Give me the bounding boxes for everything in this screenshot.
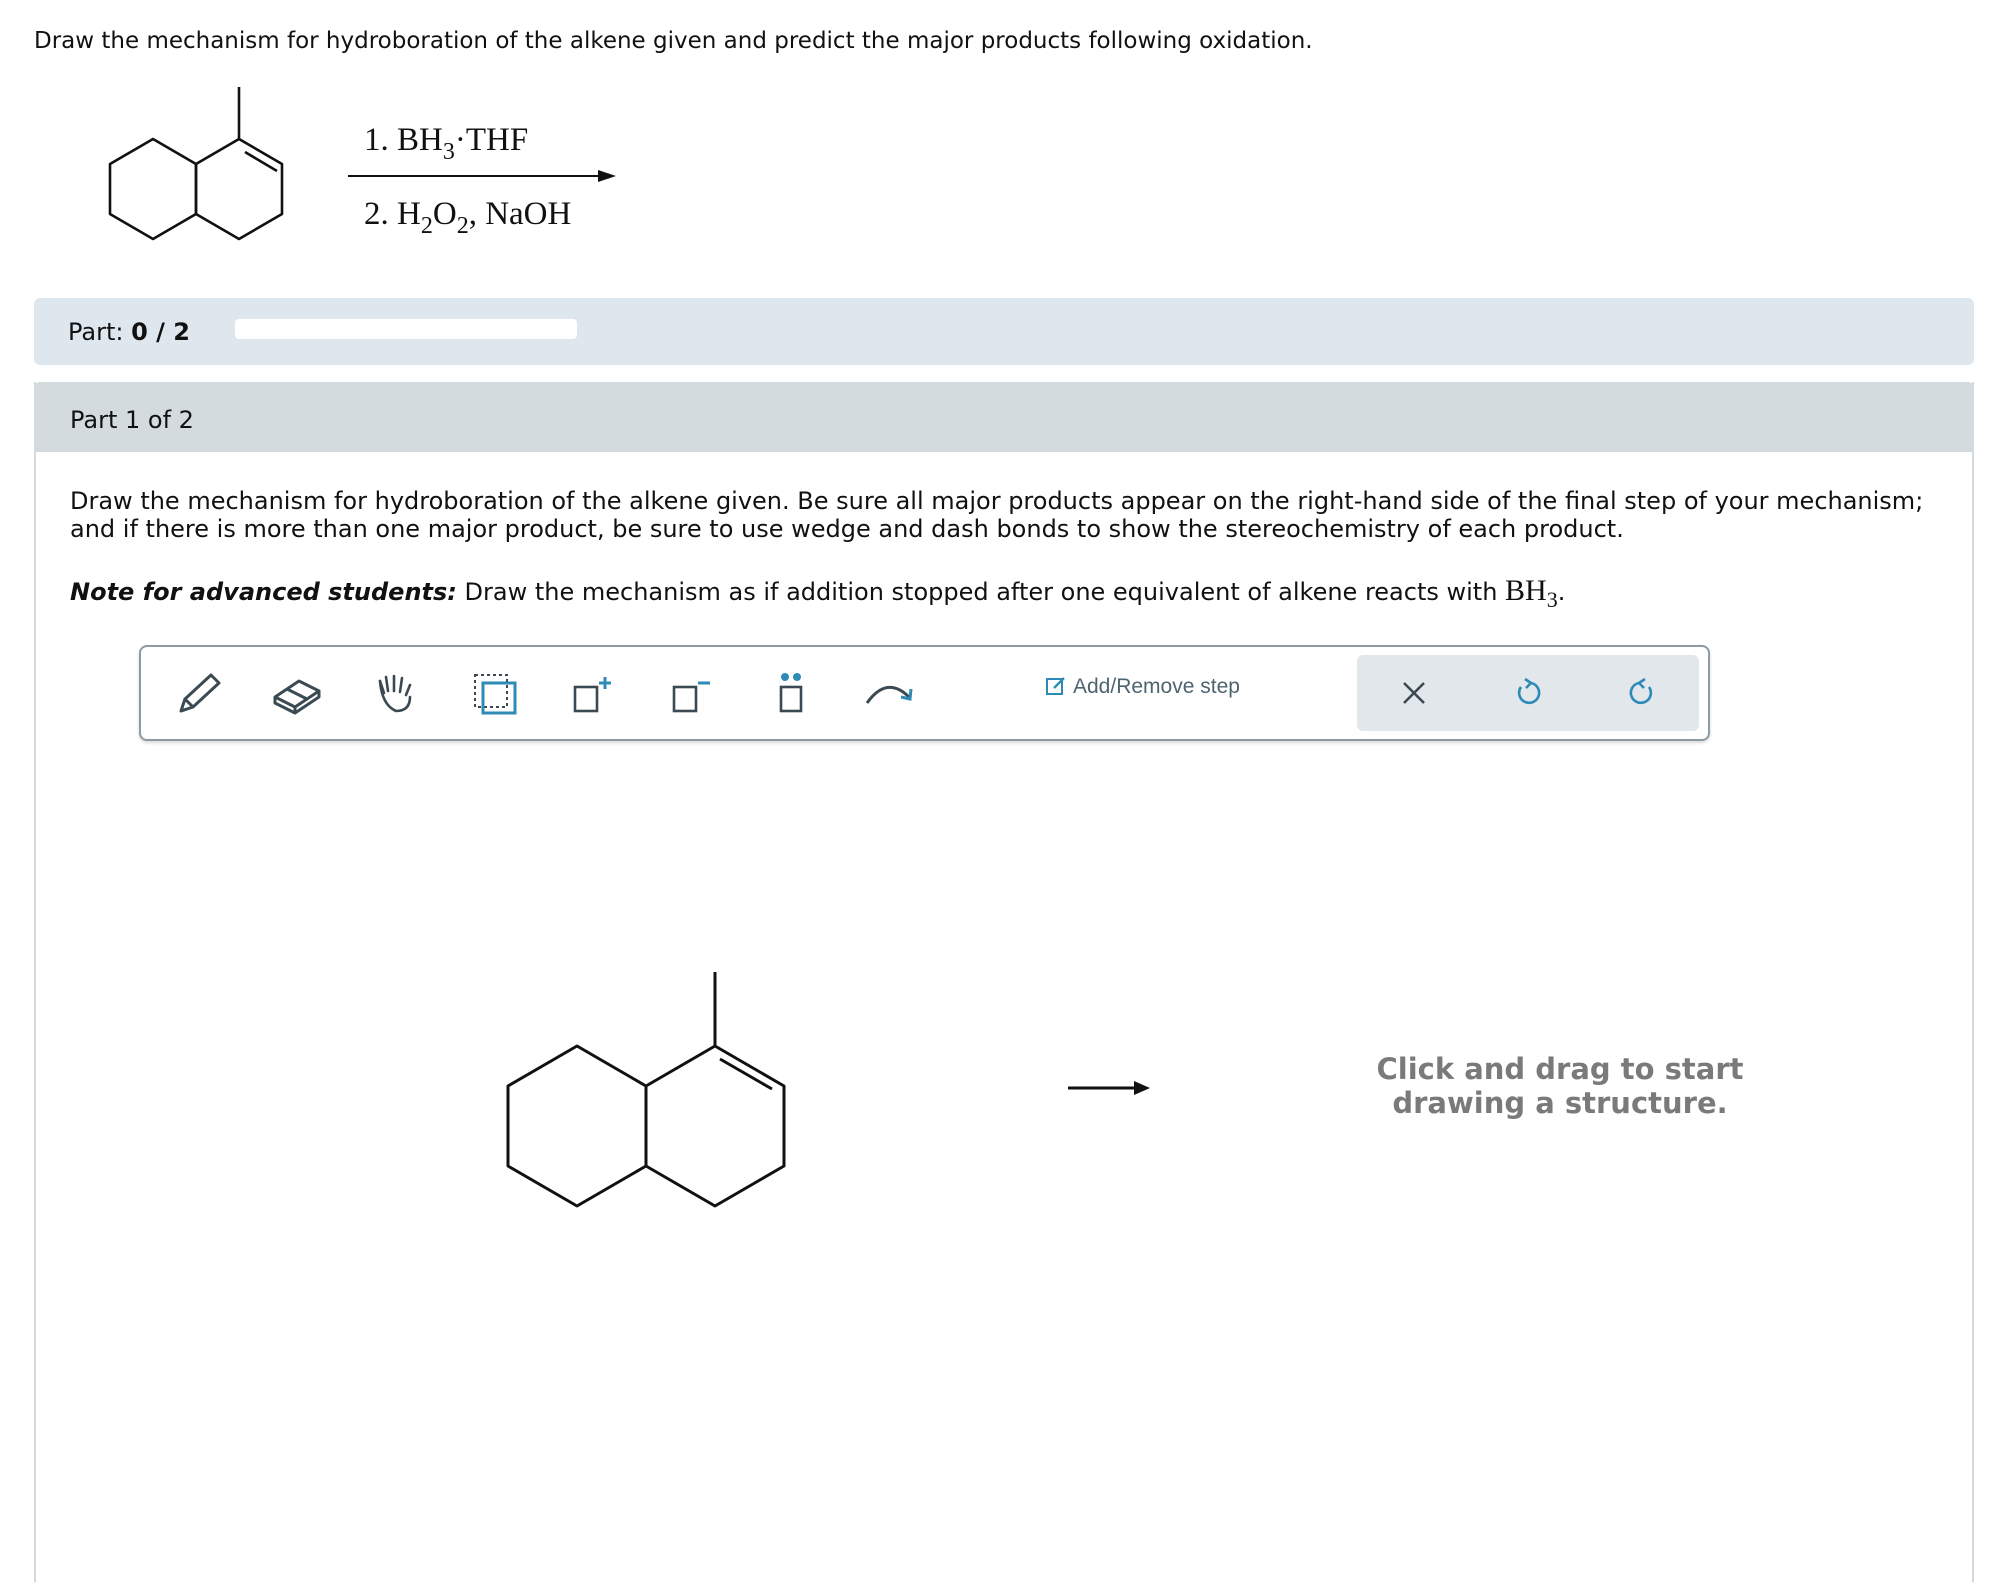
canvas-starting-structure[interactable] <box>480 960 800 1220</box>
part-score: Part: 0 / 2 <box>68 318 190 346</box>
eraser-icon[interactable] <box>269 667 325 719</box>
action-group <box>1357 655 1699 731</box>
undo-icon[interactable] <box>1503 669 1553 717</box>
part-panel <box>34 382 1974 1582</box>
redo-icon[interactable] <box>1617 669 1667 717</box>
question-text: Draw the mechanism for hydroboration of the alkene given and predict the major products following oxidation. <box>34 28 1313 54</box>
lone-pair-icon[interactable] <box>763 667 819 719</box>
part-header <box>34 382 1974 452</box>
drawing-toolbar <box>139 645 1710 741</box>
hand-icon[interactable] <box>368 667 424 719</box>
part-instructions: Draw the mechanism for hydroboration of the alkene given. Be sure all major products appear on the right-hand side of the final step of your mechanism; and if there is more than one major product, be sure to use wedge and dash bonds to show the stereochemistry of each product. <box>70 487 1924 543</box>
part-title: Part 1 of 2 <box>70 406 194 434</box>
curved-arrow-icon[interactable] <box>861 667 917 719</box>
progress-track <box>235 319 577 339</box>
mechanism-step-arrow <box>1066 1076 1152 1100</box>
reagent-step-2: 2. $H_2O_2$, NaOH <box>364 196 572 239</box>
edit-icon <box>1045 675 1067 697</box>
add-remove-step-label: Add/Remove step <box>1073 675 1240 698</box>
pencil-icon[interactable] <box>171 667 227 719</box>
clear-icon[interactable] <box>1389 669 1439 717</box>
charge-plus-icon[interactable] <box>565 667 621 719</box>
reagent-step-1: 1. $BH_3\cdot THF$ <box>364 122 529 165</box>
reactant-structure <box>100 80 620 260</box>
add-remove-step-button[interactable] <box>1045 675 1240 699</box>
canvas-hint: Click and drag to start drawing a structure. <box>1376 1052 1744 1120</box>
part-progress-bar <box>34 298 1974 365</box>
select-icon[interactable] <box>467 667 523 719</box>
advanced-note: Note for advanced students: Draw the mechanism as if addition stopped after one equivalent of alkene reacts with $BH_3$. <box>70 574 1566 612</box>
charge-minus-icon[interactable] <box>664 667 720 719</box>
